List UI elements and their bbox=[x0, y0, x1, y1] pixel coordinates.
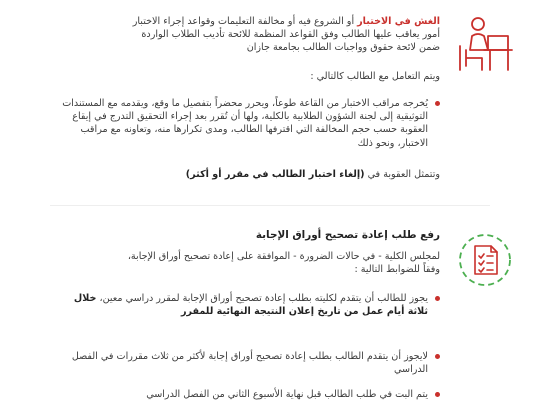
cheating-intro-line-2: أمور يعاقب عليها الطالب وفق القواعد المنظمة للائحة تأديب الطلاب الواردة bbox=[141, 29, 440, 41]
handling-intro: ويتم التعامل مع الطالب كالتالي : bbox=[310, 71, 440, 82]
regrade-bullet-1-plain: يجوز للطالب أن يتقدم لكليته بطلب إعادة تصحيح أوراق الإجابة لمقرر دراسي معين، bbox=[96, 293, 428, 304]
regrade-title: رفع طلب إعادة تصحيح أوراق الإجابة bbox=[255, 229, 440, 241]
regrade-bullet-1-bold: خلال ثلاثة أيام عمل من تاريخ إعلان النتيجة النهائية للمقرر bbox=[73, 293, 428, 318]
cheating-intro-line-3: ضمن لائحة حقوق وواجبات الطالب بجامعة جازان bbox=[246, 42, 440, 54]
regrade-bullet-2-text: لايجوز أن يتقدم الطالب بطلب إعادة تصحيح أوراق إجابة لأكثر من ثلاث مقررات في الفصل الدراسي bbox=[71, 351, 428, 376]
regrade-intro-line-2: وفقاً للضوابط التالية : bbox=[354, 264, 440, 276]
bullet-dot bbox=[435, 354, 440, 359]
cheating-term: الغش في الاختبار bbox=[357, 16, 440, 27]
bullet-dot bbox=[435, 392, 440, 397]
section-divider bbox=[50, 205, 490, 206]
regrade-bullet-2 bbox=[60, 350, 440, 376]
regrade-intro bbox=[70, 250, 440, 276]
student-at-desk-icon bbox=[450, 14, 516, 76]
cheating-bullet-text: يُخرجه مراقب الاختبار من القاعة طوعاً، ويحرر محضراً بتفصيل ما وقع، ويقدمه مع المستندات التوثيقية إلى لجنة الشؤون الطلابية بالكلية، ولها أن تُقرر بعد إجراء التحقيق التدرج في إيقاع العقوبة حسب حجم المخالفة التي اقترفها الطالب، ومدى تكرارها منه، وتعاونه مع مراقب الاختبار، ونحو ذلك bbox=[62, 98, 428, 149]
cheating-intro-rest: أو الشروع فيه أو مخالفة التعليمات وقواعد إجراء الاختبار bbox=[132, 16, 358, 27]
penalty-line bbox=[70, 168, 440, 181]
cheating-intro bbox=[70, 15, 440, 55]
cheating-bullet bbox=[60, 97, 440, 150]
regrade-bullet-1 bbox=[60, 292, 440, 318]
regrade-bullet-3-text: يتم البت في طلب الطالب قبل نهاية الأسبوع الثاني من الفصل الدراسي bbox=[146, 389, 428, 400]
bullet-dot bbox=[435, 101, 440, 106]
document-checklist-icon bbox=[457, 232, 513, 288]
penalty-prefix: وتتمثل العقوبة في bbox=[364, 169, 440, 180]
regrade-bullet-3 bbox=[60, 388, 440, 401]
regrade-intro-line-1: لمجلس الكلية - في حالات الضرورة - الموافقة على إعادة تصحيح أوراق الإجابة، bbox=[127, 251, 440, 262]
penalty-bold: (إلغاء اختبار الطالب في مقرر أو أكثر) bbox=[185, 169, 365, 180]
bullet-dot bbox=[435, 296, 440, 301]
